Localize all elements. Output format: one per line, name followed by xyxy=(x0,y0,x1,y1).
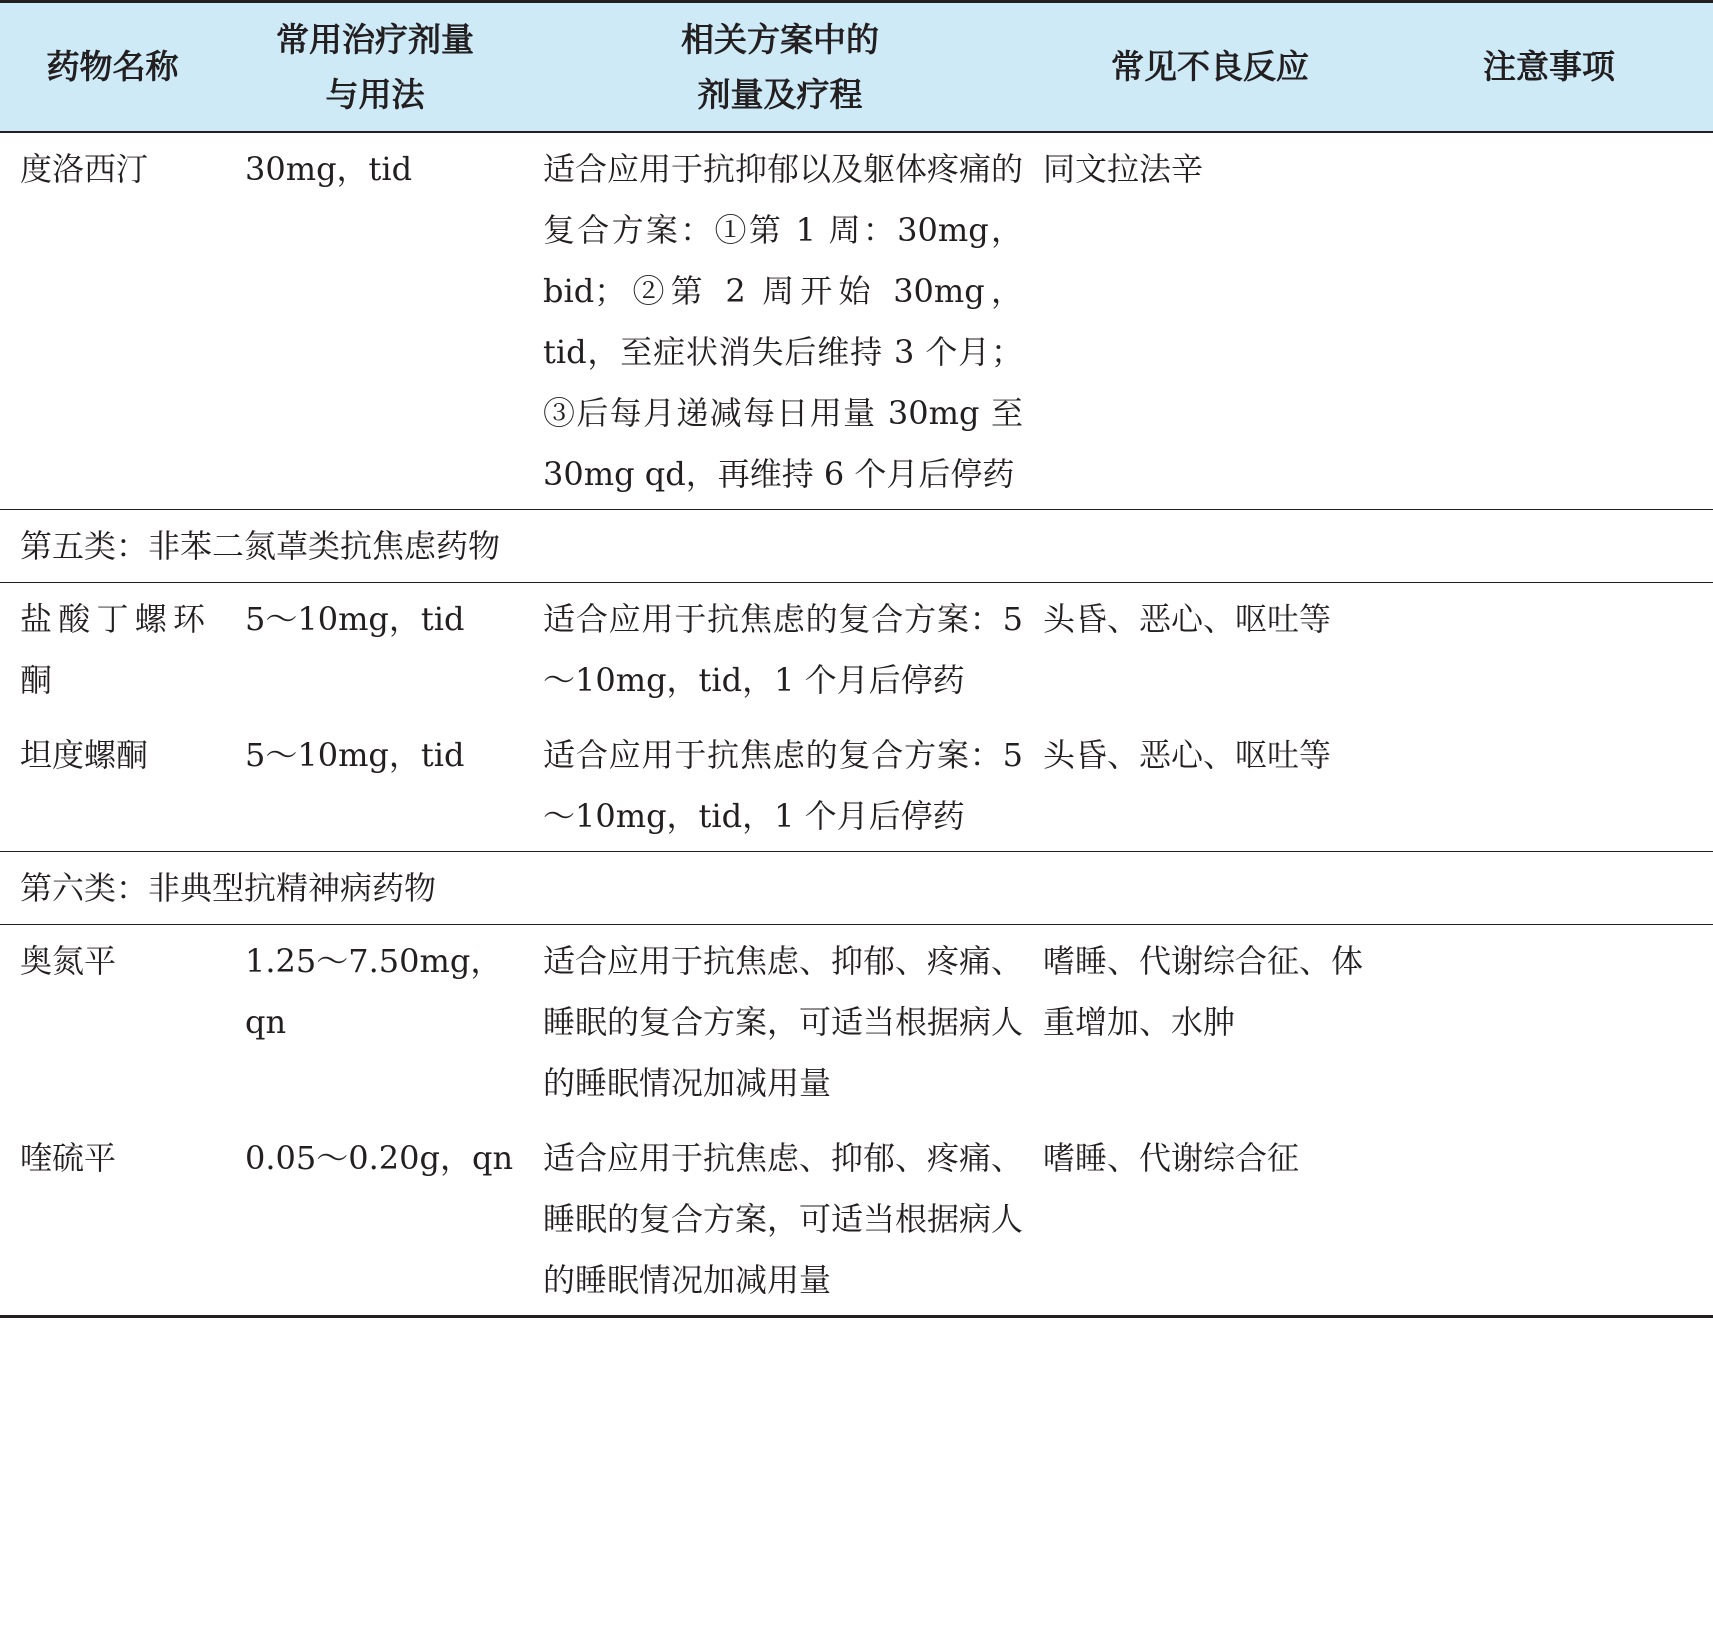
cell-adverse-reactions: 头昏、恶心、呕吐等 xyxy=(1043,599,1332,638)
cell-adverse-reactions: 嗜睡、代谢综合征、体重增加、水肿 xyxy=(1043,941,1364,1041)
cell-dose: 30mg，tid xyxy=(245,149,413,188)
header-adverse-reactions: 常见不良反应 xyxy=(1111,47,1309,87)
cell-drug-name: 盐酸丁螺环酮 xyxy=(20,599,205,699)
cell-drug-name: 喹硫平 xyxy=(20,1138,117,1177)
cell-dose: 1.25～7.50mg，qn xyxy=(245,941,503,1041)
table-row xyxy=(0,721,1713,852)
cell-dose: 0.05～0.20g，qn xyxy=(245,1138,514,1177)
header-dose-line1: 常用治疗剂量 xyxy=(276,19,474,59)
cell-drug-name: 奥氮平 xyxy=(20,941,117,980)
header-dose-line2: 与用法 xyxy=(325,74,425,114)
table-row xyxy=(0,582,1713,721)
cell-scheme: 适合应用于抗焦虑的复合方案：5～10mg，tid，1 个月后停药 xyxy=(543,735,1023,835)
table-row xyxy=(0,1124,1713,1317)
cell-adverse-reactions: 头昏、恶心、呕吐等 xyxy=(1043,735,1332,774)
header-scheme-line2: 剂量及疗程 xyxy=(697,74,863,114)
cell-dose: 5～10mg，tid xyxy=(245,599,465,638)
cell-drug-name: 坦度螺酮 xyxy=(20,735,149,774)
category-label: 第六类：非典型抗精神病药物 xyxy=(0,851,1713,924)
cell-scheme: 适合应用于抗焦虑的复合方案：5～10mg，tid，1 个月后停药 xyxy=(543,599,1023,699)
cell-notes xyxy=(1385,924,1713,1124)
cell-dose: 5～10mg，tid xyxy=(245,735,465,774)
header-scheme xyxy=(525,2,1035,132)
category-row xyxy=(0,509,1713,582)
cell-scheme: 适合应用于抗焦虑、抑郁、疼痛、睡眠的复合方案，可适当根据病人的睡眠情况加减用量 xyxy=(543,941,1024,1102)
table-row xyxy=(0,924,1713,1124)
header-drug-name: 药物名称 xyxy=(46,47,179,87)
table-body xyxy=(0,132,1713,1317)
cell-scheme: 适合应用于抗焦虑、抑郁、疼痛、睡眠的复合方案，可适当根据病人的睡眠情况加减用量 xyxy=(543,1138,1024,1299)
header-scheme-line1: 相关方案中的 xyxy=(681,19,879,59)
category-label: 第五类：非苯二氮䓬类抗焦虑药物 xyxy=(0,509,1713,582)
cell-notes xyxy=(1385,1124,1713,1317)
cell-drug-name: 度洛西汀 xyxy=(20,149,149,188)
table-row xyxy=(0,132,1713,510)
cell-adverse-reactions: 嗜睡、代谢综合征 xyxy=(1043,1138,1300,1177)
header-notes: 注意事项 xyxy=(1483,47,1615,87)
cell-scheme: 适合应用于抗抑郁以及躯体疼痛的复合方案：①第 1 周：30mg，bid；②第 2 周开始 30mg，tid，至症状消失后维持 3 个月；③后每月递减每日用量 30mg 至 30mg qd，再维持 6 个月后停药 xyxy=(543,149,1024,493)
header-row xyxy=(0,2,1713,132)
category-row xyxy=(0,851,1713,924)
cell-notes xyxy=(1385,721,1713,852)
table-header xyxy=(0,2,1713,132)
cell-notes xyxy=(1385,132,1713,510)
cell-notes xyxy=(1385,582,1713,721)
cell-adverse-reactions: 同文拉法辛 xyxy=(1043,149,1204,188)
header-dose xyxy=(225,2,525,132)
